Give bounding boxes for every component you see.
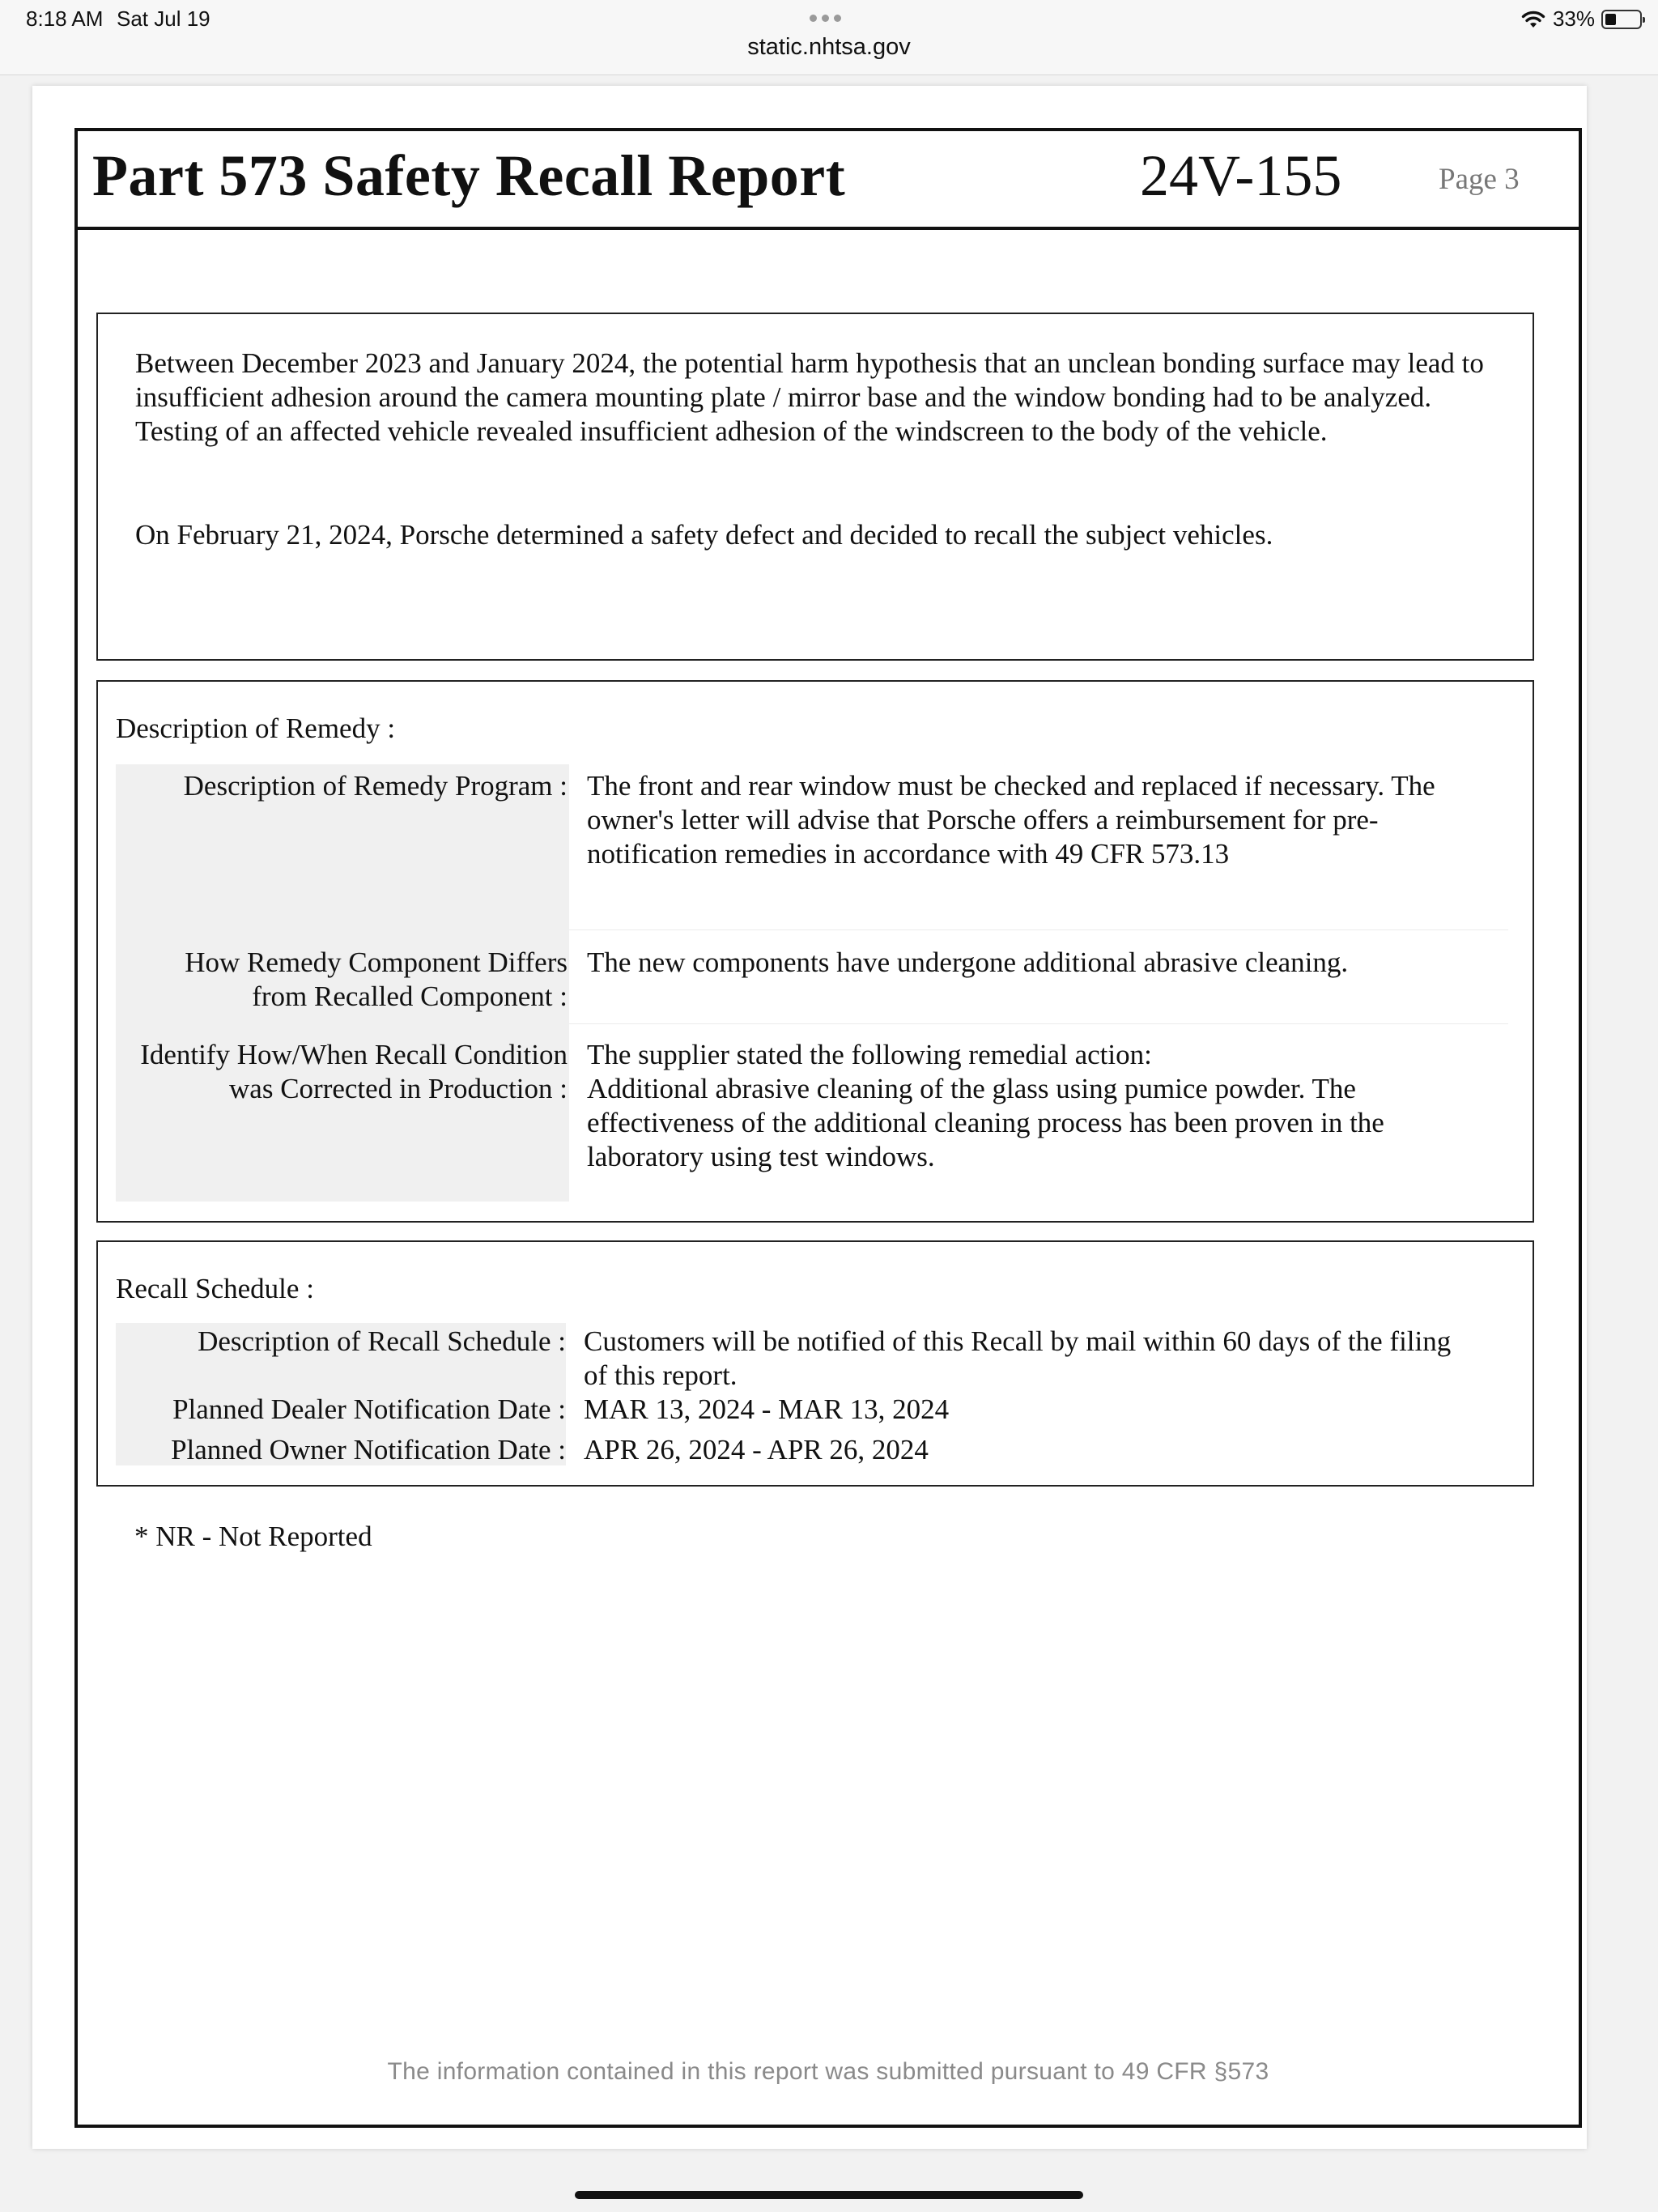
- remedy-differs-label-2: from Recalled Component :: [252, 981, 568, 1012]
- battery-percent: 33%: [1552, 6, 1595, 31]
- report-footer: The information contained in this report was submitted pursuant to 49 CFR §573: [387, 2058, 1269, 2085]
- owner-date-value: APR 26, 2024 - APR 26, 2024: [584, 1434, 929, 1465]
- home-indicator[interactable]: [575, 2191, 1083, 2199]
- production-label-1: Identify How/When Recall Condition: [140, 1039, 568, 1070]
- report-header: [78, 131, 1579, 230]
- schedule-description-value: Customers will be notified of this Recall by mail within 60 days of the filing of this report.: [584, 1325, 1452, 1391]
- remedy-differs-value: The new components have undergone additional abrasive cleaning.: [587, 946, 1349, 978]
- schedule-section-title: Recall Schedule :: [116, 1273, 314, 1304]
- production-value-2: Additional abrasive cleaning of the glass using pumice powder. The effectiveness of the additional cleaning process has been proven in the laboratory using test windows.: [587, 1073, 1384, 1172]
- pdf-page: [32, 86, 1587, 2149]
- dealer-date-value: MAR 13, 2024 - MAR 13, 2024: [584, 1393, 950, 1425]
- remedy-program-label: Description of Remedy Program :: [183, 770, 568, 802]
- row-divider: [569, 1023, 1508, 1024]
- status-bar: [0, 0, 1658, 75]
- chronology-paragraph-2: On February 21, 2024, Porsche determined a safety defect and decided to recall the subject vehicles.: [135, 519, 1273, 551]
- owner-date-label: Planned Owner Notification Date :: [171, 1434, 566, 1465]
- page-number: Page 3: [1439, 163, 1520, 196]
- recall-id: 24V-155: [1140, 143, 1342, 208]
- report-title: Part 573 Safety Recall Report: [92, 143, 846, 208]
- status-indicators: [1520, 6, 1642, 32]
- production-label-2: was Corrected in Production :: [229, 1073, 568, 1104]
- battery-fill: [1605, 14, 1616, 25]
- remedy-program-value: The front and rear window must be checked and replaced if necessary. The owner's letter will advise that Porsche offers a reimbursement for pre-notification remedies in accordance with 49 CFR 573.13: [587, 770, 1435, 870]
- wifi-icon: [1520, 10, 1546, 29]
- multitasking-dots-icon[interactable]: [810, 11, 848, 19]
- status-time: 8:18 AM: [26, 6, 104, 31]
- row-divider: [569, 929, 1508, 930]
- production-value-1: The supplier stated the following remedial action:: [587, 1039, 1152, 1070]
- footnote: * NR - Not Reported: [134, 1521, 372, 1552]
- address-url[interactable]: static.nhtsa.gov: [747, 34, 911, 60]
- status-date: Sat Jul 19: [117, 6, 210, 31]
- chronology-box: [96, 313, 1534, 661]
- remedy-differs-label-1: How Remedy Component Differs: [185, 946, 568, 978]
- schedule-box: [96, 1240, 1534, 1487]
- remedy-box: [96, 680, 1534, 1223]
- report-frame: [74, 128, 1582, 2128]
- remedy-section-title: Description of Remedy :: [116, 713, 396, 744]
- dealer-date-label: Planned Dealer Notification Date :: [172, 1393, 566, 1425]
- chronology-paragraph-1: Between December 2023 and January 2024, the potential harm hypothesis that an unclean bonding surface may lead to insufficient adhesion around the camera mounting plate / mirror base and the window bonding had to be analyzed. Testing of an affected vehicle revealed insufficient adhesion of the windscreen to the body of the vehicle.: [135, 347, 1484, 447]
- schedule-description-label: Description of Recall Schedule :: [198, 1325, 566, 1357]
- battery-icon: [1601, 10, 1642, 29]
